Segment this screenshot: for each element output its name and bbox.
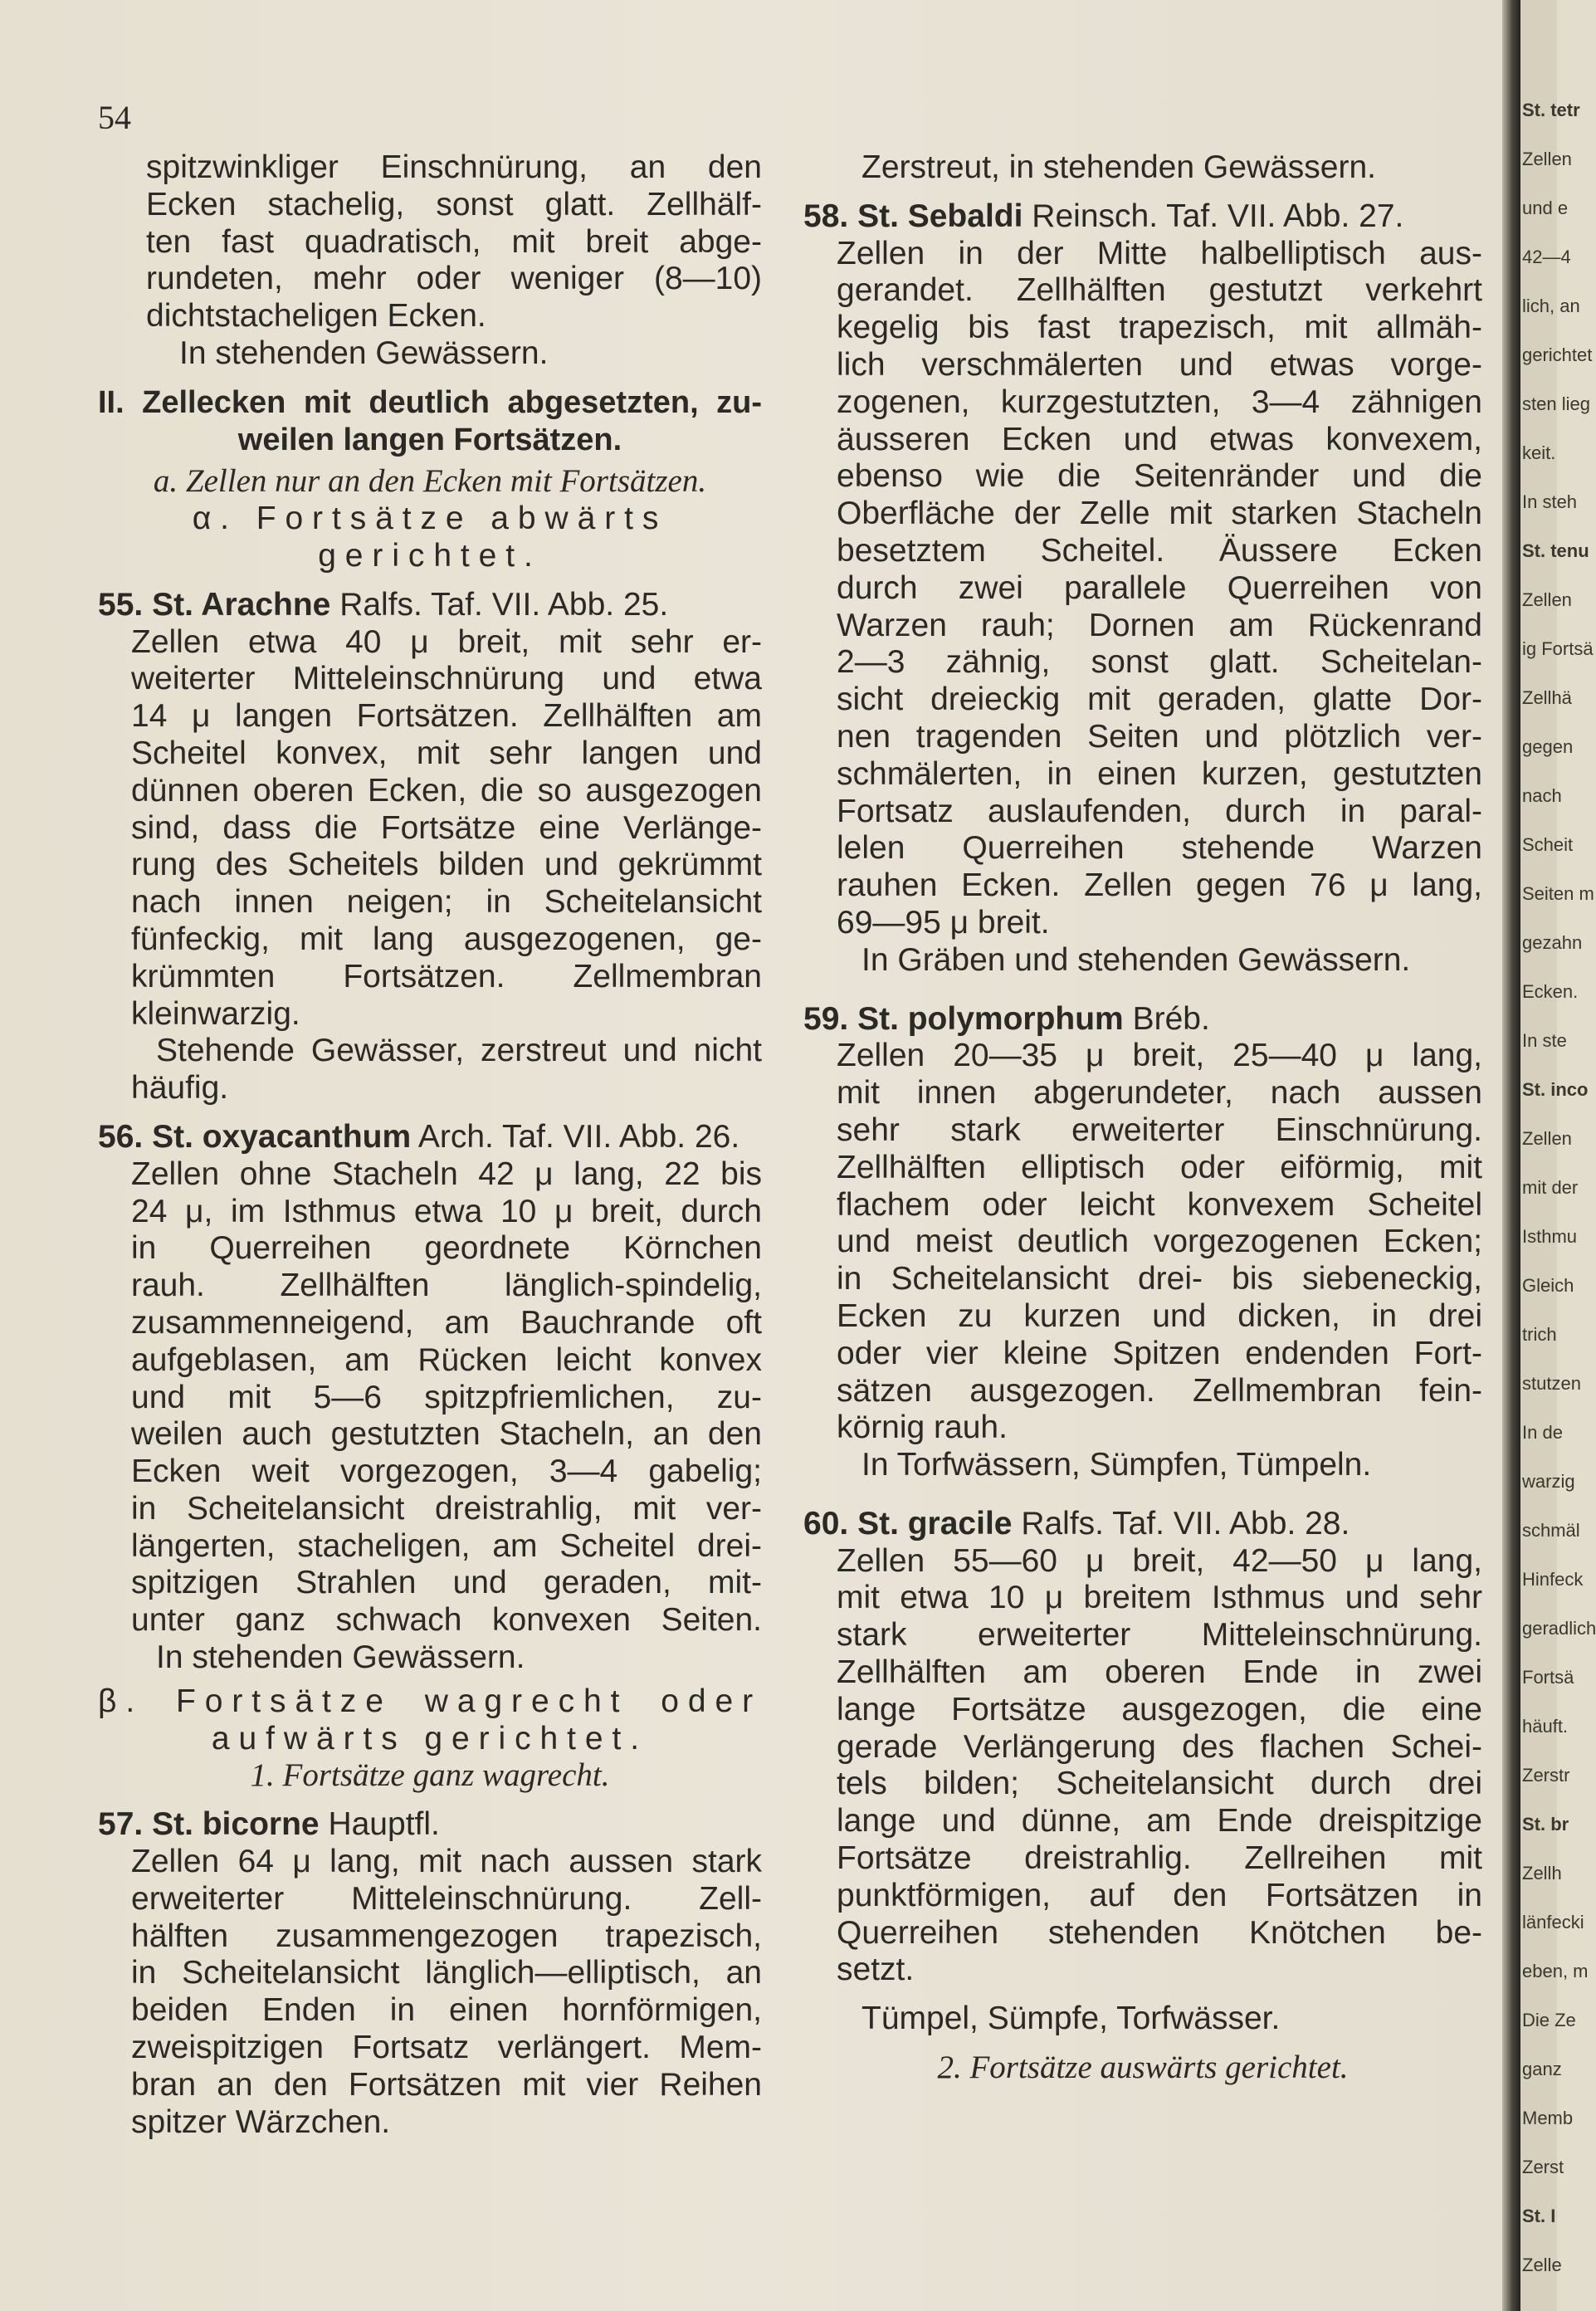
text-line: längerten, stacheligen, am Scheitel drei-: [131, 1527, 762, 1564]
text-line: spitzer Wärzchen.: [131, 2103, 391, 2140]
text-line: Fortsatz auslaufenden, durch in paral-: [837, 793, 1482, 829]
reference: Ralfs. Taf. VII. Abb. 28.: [1021, 1505, 1350, 1541]
text-line: Warzen rauh; Dornen am Rückenrand: [837, 607, 1482, 643]
species-name: St. bicorne: [152, 1806, 320, 1843]
next-page-fragment: Zerstr: [1522, 1765, 1570, 1786]
text-line: Scheitel konvex, mit sehr langen und: [131, 735, 762, 771]
text-line: dichtstacheligen Ecken.: [146, 298, 486, 335]
text-line: lelen Querreihen stehende Warzen: [837, 830, 1482, 867]
habitat-line: Stehende Gewässer, zerstreut und nicht: [156, 1033, 762, 1069]
text-line: Zellen 20—35 μ breit, 25—40 μ lang,: [837, 1038, 1482, 1074]
text-line: 24 μ, im Isthmus etwa 10 μ breit, durch: [131, 1193, 762, 1229]
text-line: kleinwarzig.: [131, 995, 300, 1032]
text-line: nach innen neigen; in Scheitelansicht: [131, 884, 762, 921]
text-line: rauhen Ecken. Zellen gegen 76 μ lang,: [837, 867, 1482, 904]
subsection-beta: [98, 1683, 762, 1758]
text-line: 14 μ langen Fortsätzen. Zellhälften am: [131, 698, 762, 735]
species-name: St. oxyacanthum: [152, 1118, 412, 1155]
text-line: erweiterter Mitteleinschnürung. Zell-: [131, 1880, 762, 1917]
text-line: rundeten, mehr oder weniger (8—10): [146, 261, 762, 297]
text-line: schmälerten, in einen kurzen, gestutzten: [837, 755, 1482, 792]
text-line: besetztem Scheitel. Äussere Ecken: [837, 532, 1482, 569]
reference: Bréb.: [1132, 1000, 1210, 1037]
species-name: St. gracile: [857, 1505, 1013, 1541]
entry-body: [803, 236, 1482, 980]
text-line: weiterter Mitteleinschnürung und etwa: [131, 661, 762, 697]
subsection-line: aufwärts gerichtet.: [211, 1720, 649, 1756]
left-column: [98, 149, 762, 2141]
entry-56: [98, 1119, 762, 1677]
text-line: unter ganz schwach konvexen Seiten.: [131, 1602, 762, 1639]
text-line: Zellen ohne Stacheln 42 μ lang, 22 bis: [131, 1156, 762, 1192]
next-page-fragment: Zellen: [1522, 589, 1572, 610]
next-page-fragment: häuft.: [1522, 1716, 1569, 1737]
next-page-edge: [1520, 0, 1596, 2311]
text-line: sind, dass die Fortsätze eine Verlänge-: [131, 809, 762, 846]
text-line: oder vier kleine Spitzen endenden Fort-: [837, 1335, 1482, 1371]
entry-body: [98, 624, 762, 1107]
text-line: mit innen abgerundeter, nach aussen: [837, 1075, 1482, 1112]
next-page-fragment: St. br: [1522, 1814, 1569, 1835]
text-line: in Scheitelansicht drei- bis siebeneckig,: [837, 1261, 1482, 1297]
next-page-fragment: Ecken.: [1522, 981, 1579, 1002]
text-line: setzt.: [837, 1952, 915, 1988]
next-page-fragment: Hinfeck: [1522, 1569, 1584, 1590]
next-page-fragment: Fortsä: [1522, 1667, 1574, 1688]
entry-body: [98, 1844, 762, 2141]
text-line: und meist deutlich vorgezogenen Ecken;: [837, 1224, 1482, 1260]
text-line: beiden Enden in einen hornförmigen,: [131, 1992, 762, 2029]
entry-60: [803, 1506, 1482, 2038]
text-line: rauh. Zellhälften länglich-spindelig,: [131, 1268, 762, 1304]
next-page-fragment: lich, an: [1522, 296, 1580, 316]
text-line: sicht dreieckig mit geraden, glatte Dor-: [837, 682, 1482, 718]
text-line: körnig rauh.: [837, 1410, 1008, 1446]
entry-57: [98, 1806, 762, 2141]
continued-description: [98, 149, 762, 335]
next-page-fragment: Zellh: [1522, 1863, 1562, 1883]
next-page-fragment: Memb: [1522, 2108, 1574, 2128]
entry-header: [98, 1119, 762, 1156]
section-heading-II: [98, 384, 762, 459]
entry-59: [803, 1001, 1482, 1484]
habitat-line: Tümpel, Sümpfe, Torfwässer.: [861, 2001, 1281, 2037]
text-line: sehr stark erweiterter Einschnürung.: [837, 1112, 1482, 1148]
next-page-fragment: stutzen: [1522, 1373, 1581, 1394]
text-line: zweispitzigen Fortsatz verlängert. Mem-: [131, 2030, 762, 2066]
habitat-line: In Torfwässern, Sümpfen, Tümpeln.: [861, 1447, 1372, 1483]
next-page-fragment: ig Fortsä: [1522, 638, 1594, 659]
next-page-fragment: ganz: [1522, 2059, 1562, 2079]
next-page-fragment: keit.: [1522, 442, 1556, 463]
next-page-fragment: Isthmu: [1522, 1226, 1578, 1247]
subsection-2: 2. Fortsätze auswärts gerichtet.: [937, 2050, 1349, 2086]
text-line: durch zwei parallele Querreihen von: [837, 569, 1482, 606]
entry-number: 59.: [803, 1000, 849, 1037]
text-line: lange und dünne, am Ende dreispitzige: [837, 1803, 1482, 1840]
text-line: lange Fortsätze ausgezogen, die eine: [837, 1691, 1482, 1727]
next-page-fragment: länfecki: [1522, 1912, 1584, 1932]
subsection-1: 1. Fortsätze ganz wagrecht.: [250, 1757, 610, 1794]
text-line: Ecken weit vorgezogen, 3—4 gabelig;: [131, 1454, 762, 1490]
reference: Hauptfl.: [328, 1806, 440, 1843]
species-name: St. Arachne: [152, 586, 331, 623]
next-page-fragment: St. inco: [1522, 1079, 1589, 1100]
subsection-line: β. Fortsätze wagrecht oder: [98, 1683, 762, 1719]
text-line: Ecken stachelig, sonst glatt. Zellhälf-: [146, 186, 762, 222]
entry-55: [98, 587, 762, 1107]
entry-header: [98, 1806, 762, 1844]
text-line: gerandet. Zellhälften gestutzt verkehrt: [837, 272, 1482, 309]
text-line: sätzen ausgezogen. Zellmembran fein-: [837, 1372, 1482, 1409]
text-line: 2—3 zähnig, sonst glatt. Scheitelan-: [837, 644, 1482, 681]
text-line: Fortsätze dreistrahlig. Zellreihen mit: [837, 1840, 1482, 1877]
habitat-line: häufig.: [131, 1070, 229, 1107]
text-line: zogenen, kurzgestutzten, 3—4 zähnigen: [837, 384, 1482, 420]
heading-line: II. Zellecken mit deutlich abgesetzten, zu-: [98, 384, 762, 420]
text-line: 69—95 μ breit.: [837, 904, 1050, 941]
right-column: [803, 149, 1482, 2087]
entry-header: [98, 587, 762, 624]
next-page-fragment: St. tetr: [1522, 100, 1580, 120]
text-line: in Scheitelansicht dreistrahlig, mit ver-: [131, 1490, 762, 1527]
next-page-fragment: Zellen: [1522, 1128, 1572, 1149]
text-line: Zellhälften am oberen Ende in zwei: [837, 1654, 1482, 1691]
next-page-fragment: gegen: [1522, 736, 1574, 757]
species-name: St. Sebaldi: [857, 198, 1023, 234]
text-line: Zellen etwa 40 μ breit, mit sehr er-: [131, 623, 762, 660]
text-line: Ecken zu kurzen und dicken, in drei: [837, 1297, 1482, 1334]
entry-body: [803, 1543, 1482, 2038]
text-line: dünnen oberen Ecken, die so ausgezogen: [131, 772, 762, 809]
reference: Arch. Taf. VII. Abb. 26.: [417, 1118, 740, 1155]
page-number: 54: [98, 99, 131, 136]
text-line: lich verschmälerten und etwas vorge-: [837, 346, 1482, 383]
book-gutter: [1502, 0, 1520, 2311]
entry-number: 55.: [98, 586, 144, 623]
next-page-fragment: nach: [1522, 785, 1562, 806]
entry-number: 57.: [98, 1806, 144, 1843]
habitat-line: Zerstreut, in stehenden Gewässern.: [861, 149, 1376, 185]
text-line: tels bilden; Scheitelansicht durch drei: [837, 1766, 1482, 1802]
next-page-fragment: In steh: [1522, 491, 1578, 512]
text-line: und mit 5—6 spitzpfriemlichen, zu-: [131, 1379, 762, 1415]
text-line: fünfeckig, mit lang ausgezogenen, ge-: [131, 921, 762, 957]
next-page-fragment: mit der: [1522, 1177, 1579, 1198]
next-page-fragment: sten lieg: [1522, 393, 1590, 414]
next-page-fragment: 42—4: [1522, 247, 1571, 267]
reference: Reinsch. Taf. VII. Abb. 27.: [1032, 198, 1404, 234]
text-line: Querreihen stehenden Knötchen be-: [837, 1914, 1482, 1951]
next-page-fragment: schmäl: [1522, 1520, 1580, 1541]
entry-body: [803, 1038, 1482, 1484]
text-line: rung des Scheitels bilden und gekrümmt: [131, 847, 762, 883]
entry-58: [803, 198, 1482, 980]
next-page-fragment: St. tenu: [1522, 540, 1589, 561]
next-page-fragment: Zerst: [1522, 2157, 1564, 2177]
next-page-fragment: Zellhä: [1522, 687, 1572, 708]
text-line: spitzwinkliger Einschnürung, an den: [146, 149, 762, 185]
text-line: mit etwa 10 μ breitem Isthmus und sehr: [837, 1580, 1482, 1616]
next-page-fragment: Scheit: [1522, 834, 1574, 855]
text-line: Zellen in der Mitte halbelliptisch aus-: [837, 235, 1482, 271]
next-page-fragment: St. I: [1522, 2206, 1556, 2226]
text-line: spitzigen Strahlen und geraden, mit-: [131, 1565, 762, 1601]
entry-number: 60.: [803, 1505, 849, 1541]
next-page-fragment: geradlich: [1522, 1618, 1596, 1639]
habitat-line: In Gräben und stehenden Gewässern.: [861, 941, 1411, 978]
text-line: Oberfläche der Zelle mit starken Stacheln: [837, 496, 1482, 532]
text-line: aufgeblasen, am Rücken leicht konvex: [131, 1341, 762, 1378]
text-line: Zellhälften elliptisch oder eiförmig, mit: [837, 1149, 1482, 1185]
next-page-fragment: Gleich: [1522, 1275, 1574, 1296]
next-page-fragment: In ste: [1522, 1030, 1567, 1051]
text-line: zusammenneigend, am Bauchrande oft: [131, 1304, 762, 1341]
text-line: stark erweiterter Mitteleinschnürung.: [837, 1617, 1482, 1654]
text-line: ebenso wie die Seitenränder und die: [837, 458, 1482, 495]
reference: Ralfs. Taf. VII. Abb. 25.: [339, 586, 669, 623]
habitat-line: In stehenden Gewässern.: [179, 335, 549, 371]
species-name: St. polymorphum: [857, 1000, 1124, 1037]
next-page-fragment: gerichtet: [1522, 344, 1593, 365]
next-page-fragment: Zellen: [1522, 149, 1572, 169]
subsection-a: a. Zellen nur an den Ecken mit Fortsätzen.: [153, 463, 707, 500]
next-page-fragment: In de: [1522, 1422, 1563, 1443]
next-page-fragment: warzig: [1522, 1471, 1575, 1492]
text-line: nen tragenden Seiten und plötzlich ver-: [837, 718, 1482, 755]
entry-number: 56.: [98, 1118, 144, 1155]
entry-header: [803, 1001, 1482, 1038]
text-line: flachem oder leicht konvexem Scheitel: [837, 1186, 1482, 1223]
text-line: hälften zusammengezogen trapezisch,: [131, 1918, 762, 1954]
text-line: in Scheitelansicht länglich—elliptisch, an: [131, 1955, 762, 1991]
text-line: bran an den Fortsätzen mit vier Reihen: [131, 2066, 762, 2103]
next-page-fragment: Zelle: [1522, 2255, 1562, 2275]
next-page-fragment: gezahn: [1522, 932, 1583, 953]
next-page-fragment: Seiten m: [1522, 883, 1594, 904]
text-line: kegelig bis fast trapezisch, mit allmäh-: [837, 310, 1482, 346]
text-line: weilen auch gestutzten Stacheln, an den: [131, 1416, 762, 1453]
text-line: ten fast quadratisch, mit breit abge-: [146, 223, 762, 260]
next-page-fragment: und e: [1522, 198, 1569, 218]
entry-body: [98, 1156, 762, 1677]
subsection-alpha: α. Fortsätze abwärts gerichtet.: [192, 501, 668, 574]
text-line: in Querreihen geordnete Körnchen: [131, 1230, 762, 1267]
heading-line: weilen langen Fortsätzen.: [237, 422, 622, 457]
entry-header: [803, 198, 1482, 236]
text-line: gerade Verlängerung des flachen Schei-: [837, 1728, 1482, 1765]
next-page-fragment: eben, m: [1522, 1961, 1589, 1981]
habitat-line: In stehenden Gewässern.: [156, 1639, 525, 1676]
text-line: punktförmigen, auf den Fortsätzen in: [837, 1877, 1482, 1913]
text-line: Zellen 55—60 μ breit, 42—50 μ lang,: [837, 1542, 1482, 1579]
next-page-fragment: Die Ze: [1522, 2010, 1576, 2030]
text-line: krümmten Fortsätzen. Zellmembran: [131, 958, 762, 994]
text-line: äusseren Ecken und etwas konvexem,: [837, 421, 1482, 457]
entry-header: [803, 1506, 1482, 1543]
next-page-fragment: trich: [1522, 1324, 1557, 1345]
entry-number: 58.: [803, 198, 849, 234]
text-line: Zellen 64 μ lang, mit nach aussen stark: [131, 1844, 762, 1880]
